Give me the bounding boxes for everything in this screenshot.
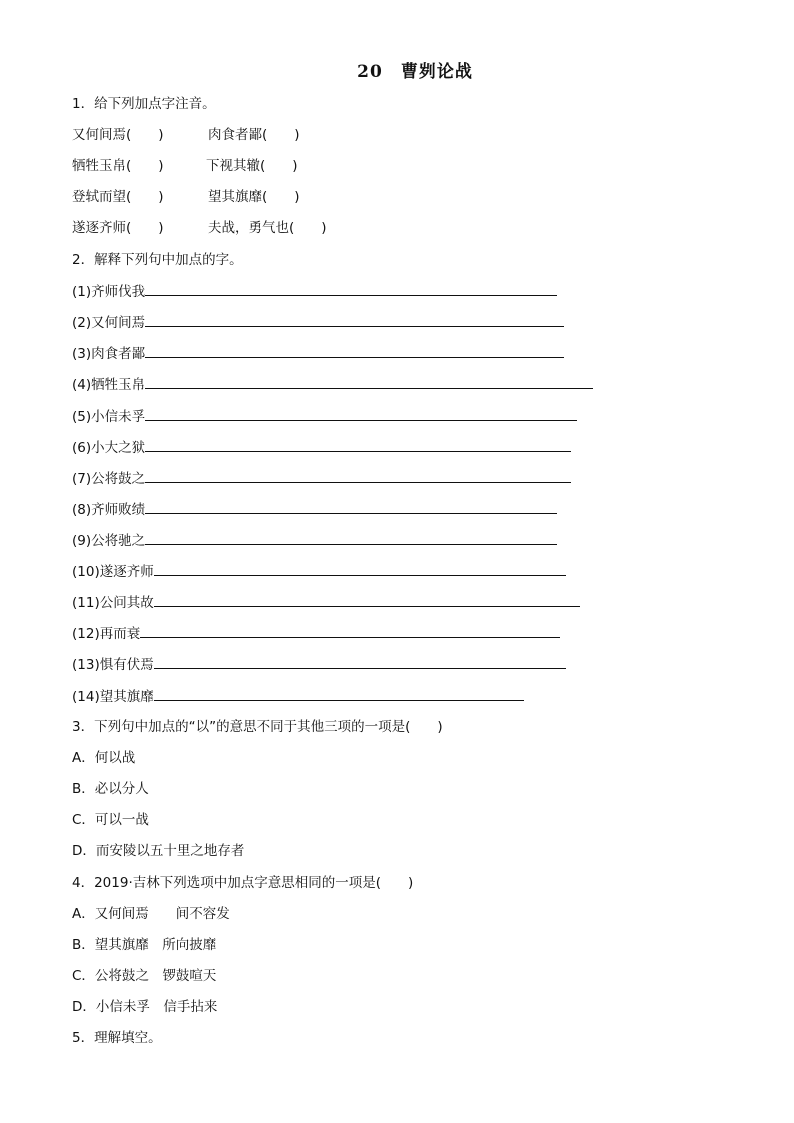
q3-option-b: B．必以分人 [72, 781, 149, 797]
q2-label: 2．解释下列句中加点的字。 [72, 252, 243, 268]
q2-item-text: (13)惧有伏焉 [72, 657, 154, 673]
q4-option-a: A．又何间焉 间不容发 [72, 906, 230, 922]
q2-item [72, 437, 571, 458]
q2-item-text: (11)公问其故 [72, 595, 154, 611]
answer-blank[interactable] [145, 406, 577, 421]
q1-item: 夫战，勇气也( ) [208, 220, 327, 236]
q1-row [72, 187, 300, 207]
q4-label: 4．2019·吉林下列选项中加点字意思相同的一项是( ) [72, 875, 414, 891]
q2-item [72, 623, 560, 644]
answer-blank[interactable] [140, 623, 560, 638]
q1-item: 登轼而望( ) [72, 189, 164, 205]
q1-row [72, 156, 298, 176]
q2-item-text: (12)再而衰 [72, 626, 141, 642]
answer-blank[interactable] [145, 343, 564, 358]
lesson-title: 曹刿论战 [400, 62, 473, 82]
q2-item-text: (1)齐师伐我 [72, 284, 146, 300]
q3-option-d: D．而安陵以五十里之地存者 [72, 843, 245, 859]
q3-option-a: A．何以战 [72, 750, 136, 766]
q1-label: 1．给下列加点字注音。 [72, 96, 216, 112]
q2-item [72, 592, 580, 613]
answer-blank[interactable] [145, 530, 557, 545]
q2-item [72, 374, 593, 395]
answer-blank[interactable] [145, 312, 564, 327]
q2-item-text: (6)小大之狱 [72, 440, 146, 456]
answer-blank[interactable] [154, 592, 580, 607]
q2-item [72, 686, 524, 707]
q2-item-text: (5)小信未孚 [72, 409, 146, 425]
q1-row [72, 218, 327, 238]
answer-blank[interactable] [145, 374, 593, 389]
q2-item-text: (4)牺牲玉帛 [72, 377, 146, 393]
q5-label: 5．理解填空。 [72, 1030, 162, 1046]
q1-item: 望其旗靡( ) [208, 189, 300, 205]
q2-item-text: (14)望其旗靡 [72, 689, 154, 705]
q2-item [72, 561, 566, 582]
q4-option-b: B．望其旗靡 所向披靡 [72, 937, 217, 953]
q2-item [72, 499, 557, 520]
q2-item [72, 343, 564, 364]
q2-item-text: (3)肉食者鄙 [72, 346, 146, 362]
q2-item-text: (2)又何间焉 [72, 315, 146, 331]
q3-label: 3．下列句中加点的“以”的意思不同于其他三项的一项是( ) [72, 719, 443, 735]
q1-item: 又何间焉( ) [72, 127, 164, 143]
q1-item: 牺牲玉帛( ) [72, 158, 164, 174]
page-title [0, 57, 794, 82]
q4-option-d: D．小信未孚 信手拈来 [72, 999, 218, 1015]
q1-item: 遂逐齐师( ) [72, 220, 164, 236]
q2-item [72, 281, 557, 302]
answer-blank[interactable] [145, 468, 571, 483]
q2-item-text: (10)遂逐齐师 [72, 564, 154, 580]
q2-item [72, 530, 557, 551]
q2-item [72, 406, 577, 427]
q1-item: 下视其辙( ) [206, 158, 298, 174]
q2-item [72, 654, 566, 675]
q4-option-c: C．公将鼓之 锣鼓喧天 [72, 968, 217, 984]
answer-blank[interactable] [145, 437, 571, 452]
q2-item-text: (8)齐师败绩 [72, 502, 146, 518]
q3-option-c: C．可以一战 [72, 812, 149, 828]
answer-blank[interactable] [145, 281, 557, 296]
answer-blank[interactable] [154, 561, 566, 576]
q1-row [72, 125, 300, 145]
q2-item [72, 468, 571, 489]
answer-blank[interactable] [154, 686, 524, 701]
q2-item [72, 312, 564, 333]
lesson-number: 20 [357, 62, 383, 82]
q1-item: 肉食者鄙( ) [208, 127, 300, 143]
q2-item-text: (7)公将鼓之 [72, 471, 146, 487]
answer-blank[interactable] [154, 654, 566, 669]
answer-blank[interactable] [145, 499, 557, 514]
q2-item-text: (9)公将驰之 [72, 533, 146, 549]
